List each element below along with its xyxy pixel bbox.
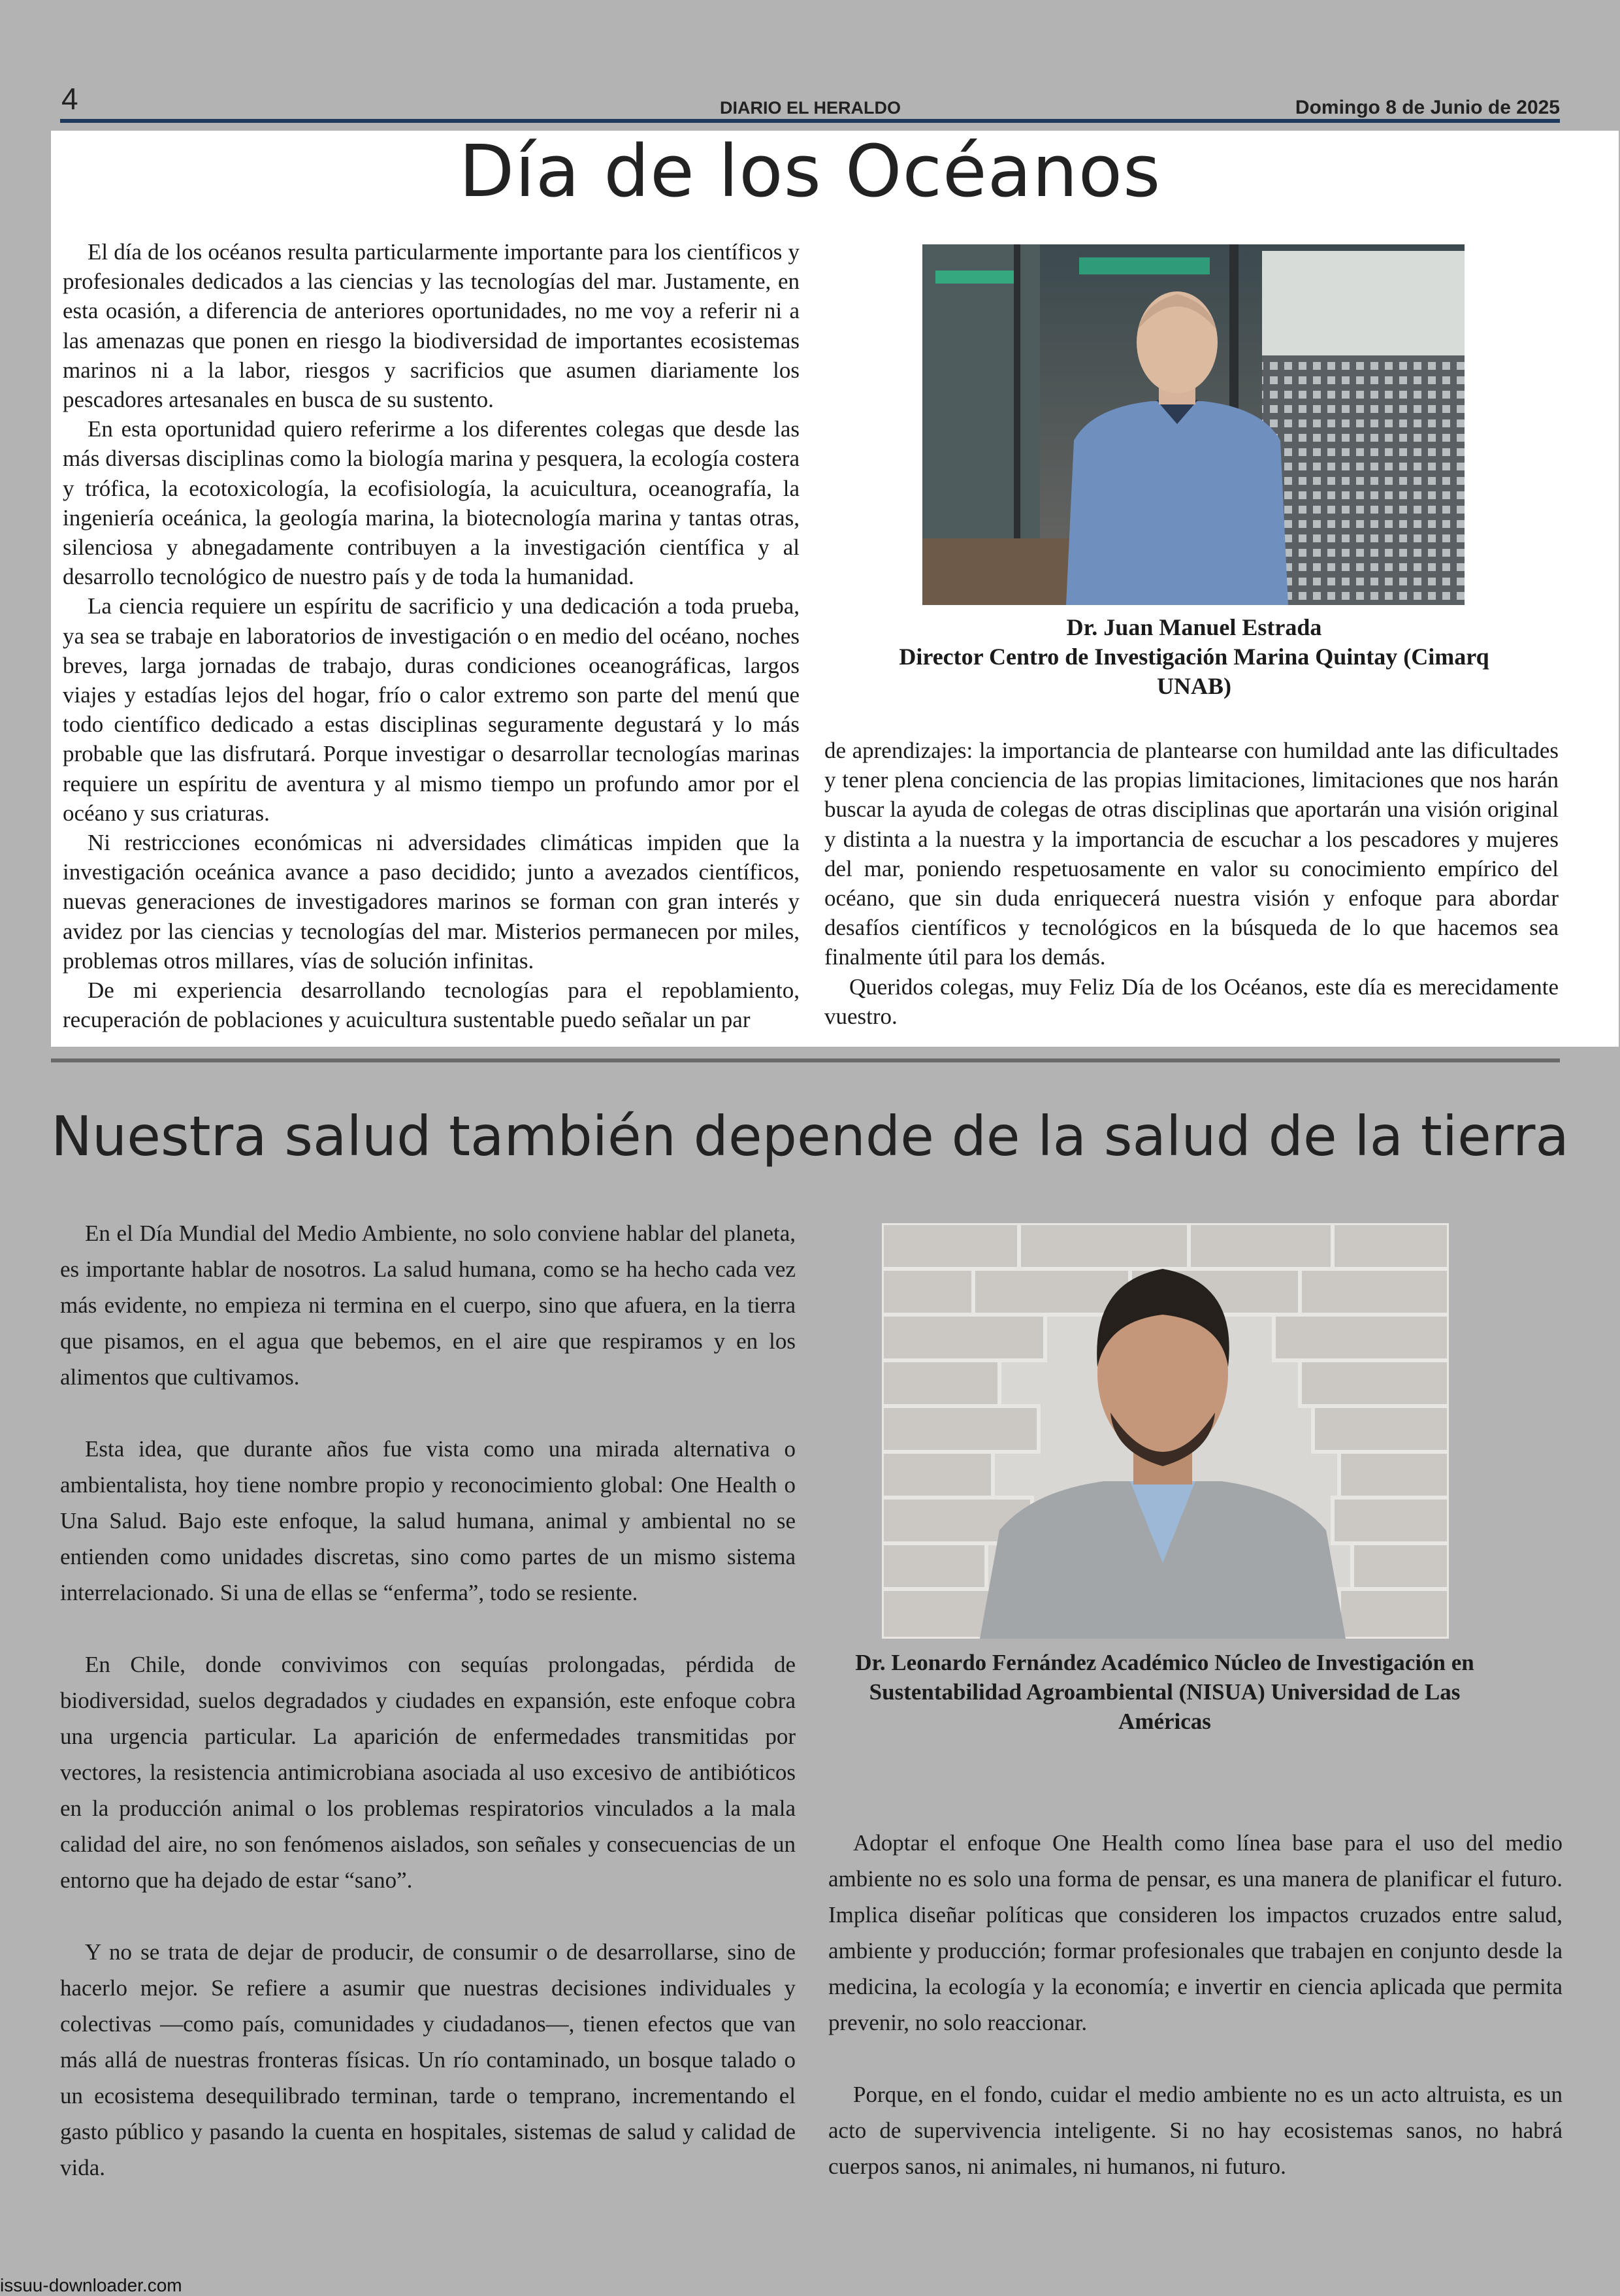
- photo-caption-estrada: [875, 613, 1513, 701]
- article-oceans-title: Día de los Océanos: [459, 129, 1161, 213]
- paragraph: Porque, en el fondo, cuidar el medio ambiente no es un acto altruista, es un acto de supervivencia inteligente. Si no hay ecosistemas sanos, no habrá cuerpos sanos, ni animales, ni humanos, ni futuro.: [828, 2082, 1563, 2179]
- caption-name: Dr. Juan Manuel Estrada: [1066, 614, 1322, 640]
- article-oceans-left-column: [63, 237, 800, 1047]
- photo-caption-fernandez: Dr. Leonardo Fernández Académico Núcleo de Investigación en Sustentabilidad Agroambiental (NISUA) Universidad de Las Américas: [855, 1650, 1474, 1734]
- article-health-left-column: [60, 1215, 796, 2222]
- paragraph: De mi experiencia desarrollando tecnologías para el repoblamiento, recuperación de poblaciones y acuicultura sustentable puedo señalar un par: [63, 977, 800, 1033]
- paragraph: En esta oportunidad quiero referirme a los diferentes colegas que desde las más diversas disciplinas como la biología marina y pesquera, la ecología costera y trófica, la ecotoxicología, la ecofisiología, la acuicultura, oceanografía, la ingeniería oceánica, la geología marina, la biotecnología marina y tantas otras, silenciosa y abnegadamente contribuyen a la investigación científica y al desarrollo tecnológico de nuestro país y de toda la humanidad.: [63, 416, 800, 590]
- portrait-photo-fernandez: [882, 1223, 1449, 1639]
- article-oceans-right-column: [824, 736, 1559, 1031]
- newspaper-name: DIARIO EL HERALDO: [720, 98, 901, 118]
- paragraph: Esta idea, que durante años fue vista como una mirada alternativa o ambientalista, hoy tiene nombre propio y reconocimiento global: One Health o Una Salud. Bajo este enfoque, la salud humana, animal y ambiental no se entienden como unidades discretas, sino como partes de un mismo sistema interrelacionado. Si una de ellas se “enferma”, todo se resiente.: [60, 1436, 796, 1605]
- paragraph: El día de los océanos resulta particularmente importante para los científicos y profesionales dedicados a las ciencias y las tecnologías del mar. Justamente, en esta ocasión, a diferencia de anteriores oportunidades, no me voy a referir ni a las amenazas que ponen en riesgo la biodiversidad de importantes ecosistemas marinos ni a la labor, riesgos y sacrificios que asumen diariamente los pescadores artesanales en busca de su sustento.: [63, 239, 800, 413]
- paragraph: Adoptar el enfoque One Health como línea base para el uso del medio ambiente no es solo una forma de pensar, es una manera de planificar el futuro. Implica diseñar políticas que consideren los impactos cruzados entre salud, ambiente y producción; formar profesionales que trabajen en conjunto desde la medicina, la ecología y la economía; e invertir en ciencia aplicada que permita prevenir, no solo reaccionar.: [828, 1830, 1563, 2035]
- section-divider: [51, 1058, 1560, 1062]
- paragraph: de aprendizajes: la importancia de plantearse con humildad ante las dificultades y tener plena conciencia de las propias limitaciones, limitaciones que nos harán buscar la ayuda de colegas de otras disciplinas que aportarán una visión original y distinta a la nuestra y la importancia de escuchar a los pescadores y mujeres del mar, poniendo respetuosamente en valor su conocimiento empírico del océano, que sin duda enriquecerá nuestra visión y enfoque para abordar desafíos científicos y tecnológicos en la búsqueda de lo que hacemos sea finalmente útil para los demás.: [824, 738, 1559, 970]
- issue-date: Domingo 8 de Junio de 2025: [1295, 97, 1560, 118]
- header-rule: [60, 119, 1560, 123]
- paragraph: En el Día Mundial del Medio Ambiente, no solo conviene hablar del planeta, es importante hablar de nosotros. La salud humana, como se ha hecho cada vez más evidente, no empieza ni termina en el cuerpo, sino que afuera, en la tierra que pisamos, en el agua que bebemos, en el aire que respiramos y en los alimentos que cultivamos.: [60, 1221, 796, 1390]
- paragraph: Queridos colegas, muy Feliz Día de los Océanos, este día es merecidamente vuestro.: [824, 974, 1559, 1029]
- paragraph: En Chile, donde convivimos con sequías prolongadas, pérdida de biodiversidad, suelos degradados y ciudades en expansión, este enfoque cobra una urgencia particular. La aparición de enfermedades transmitidas por vectores, la resistencia antimicrobiana asociada al uso excesivo de antibióticos en la producción animal o los problemas respiratorios vinculados a la mala calidad del aire, no son fenómenos aislados, son señales y consecuencias de un entorno que ha dejado de estar “sano”.: [60, 1652, 796, 1893]
- caption-role: Director Centro de Investigación Marina Quintay (Cimarq UNAB): [899, 644, 1489, 699]
- paragraph: Ni restricciones económicas ni adversidades climáticas impiden que la investigación oceánica avance a paso decidido; junto a avezados científicos, nuevas generaciones de investigadores marinos se forman con gran interés y avidez por las ciencias y tecnologías del mar. Misterios permanecen por miles, problemas otros millares, vías de solución infinitas.: [63, 830, 800, 974]
- paragraph: Y no se trata de dejar de producir, de consumir o de desarrollarse, sino de hacerlo mejor. Se refiere a asumir que nuestras decisiones individuales y colectivas —como país, comunidades y ciudadanos—, tienen efectos que van más allá de nuestras fronteras físicas. Un río contaminado, un bosque talado o un ecosistema desequilibrado terminan, tarde o temprano, incrementando el gasto público y pasando la cuenta en hospitales, sistemas de salud y calidad de vida.: [60, 1939, 796, 2180]
- article-health-title: Nuestra salud también depende de la salud de la tierra: [51, 1104, 1569, 1168]
- paragraph: La ciencia requiere un espíritu de sacrificio y una dedicación a toda prueba, ya sea se trabaje en laboratorios de investigación o en medio del océano, noches breves, larga jornadas de trabajo, duras condiciones oceanográficas, largos viajes y estadías lejos del hogar, frío o calor extremo son parte del menú que todo científico dedicado a estas disciplinas seguramente degustará y lo más probable que las disfrutará. Porque investigar o desarrollar tecnologías marinas requiere un espíritu de aventura y al mismo tiempo un profundo amor por el océano y sus criaturas.: [63, 593, 800, 826]
- watermark: issuu-downloader.com: [0, 2275, 182, 2295]
- portrait-photo-estrada: [922, 244, 1465, 605]
- page-number: 4: [61, 82, 78, 116]
- article-health-right-column: [828, 1825, 1563, 2220]
